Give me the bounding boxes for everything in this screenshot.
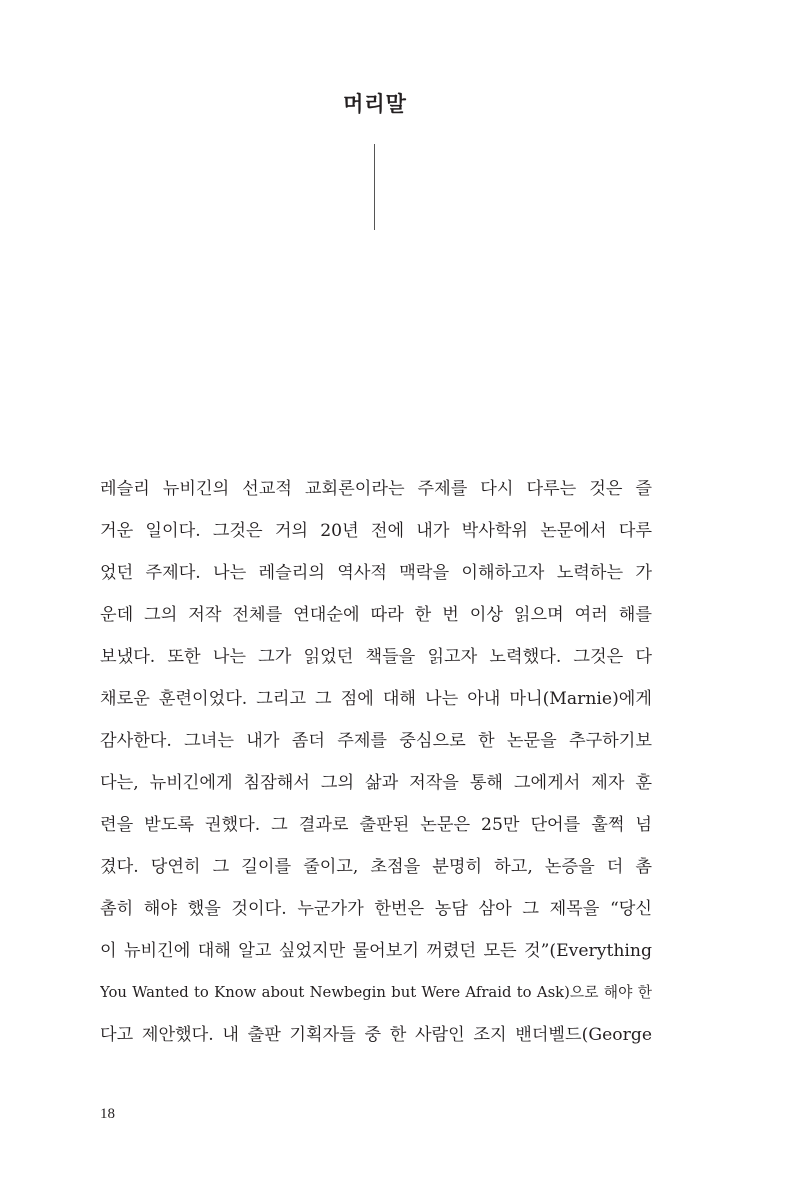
text-line: 거운 일이다. 그것은 거의 20년 전에 내가 박사학위 논문에서 다루 — [100, 521, 652, 541]
chapter-title: 머리말 — [343, 92, 407, 116]
title-rule — [374, 144, 375, 230]
text-line: 감사한다. 그녀는 내가 좀더 주제를 중심으로 한 논문을 추구하기보 — [100, 731, 652, 751]
text-line: 레슬리 뉴비긴의 선교적 교회론이라는 주제를 다시 다루는 것은 즐 — [100, 479, 652, 499]
text-line: 촘히 해야 했을 것이다. 누군가가 한번은 농담 삼아 그 제목을 “당신 — [100, 899, 652, 919]
text-line: 운데 그의 저작 전체를 연대순에 따라 한 번 이상 읽으며 여러 해를 — [100, 605, 652, 625]
text-line: 다고 제안했다. 내 출판 기획자들 중 한 사람인 조지 밴더벨드(George — [100, 1025, 652, 1045]
text-line: 련을 받도록 권했다. 그 결과로 출판된 논문은 25만 단어를 훌쩍 넘 — [100, 815, 652, 835]
text-line: 채로운 훈련이었다. 그리고 그 점에 대해 나는 아내 마니(Marnie)에게 — [100, 689, 652, 709]
text-line: 겼다. 당연히 그 길이를 줄이고, 초점을 분명히 하고, 논증을 더 촘 — [100, 857, 652, 877]
text-line: 다는, 뉴비긴에게 침잠해서 그의 삶과 저작을 통해 그에게서 제자 훈 — [100, 773, 652, 793]
text-line: 었던 주제다. 나는 레슬리의 역사적 맥락을 이해하고자 노력하는 가 — [100, 563, 652, 583]
text-line: You Wanted to Know about Newbegin but Were Afraid to Ask)으로 해야 한 — [100, 984, 652, 1001]
body-text — [100, 468, 652, 1056]
text-line: 이 뉴비긴에 대해 알고 싶었지만 물어보기 꺼렸던 모든 것”(Everything — [100, 941, 652, 961]
text-line: 보냈다. 또한 나는 그가 읽었던 책들을 읽고자 노력했다. 그것은 다 — [100, 647, 652, 667]
page-number: 18 — [100, 1106, 115, 1122]
